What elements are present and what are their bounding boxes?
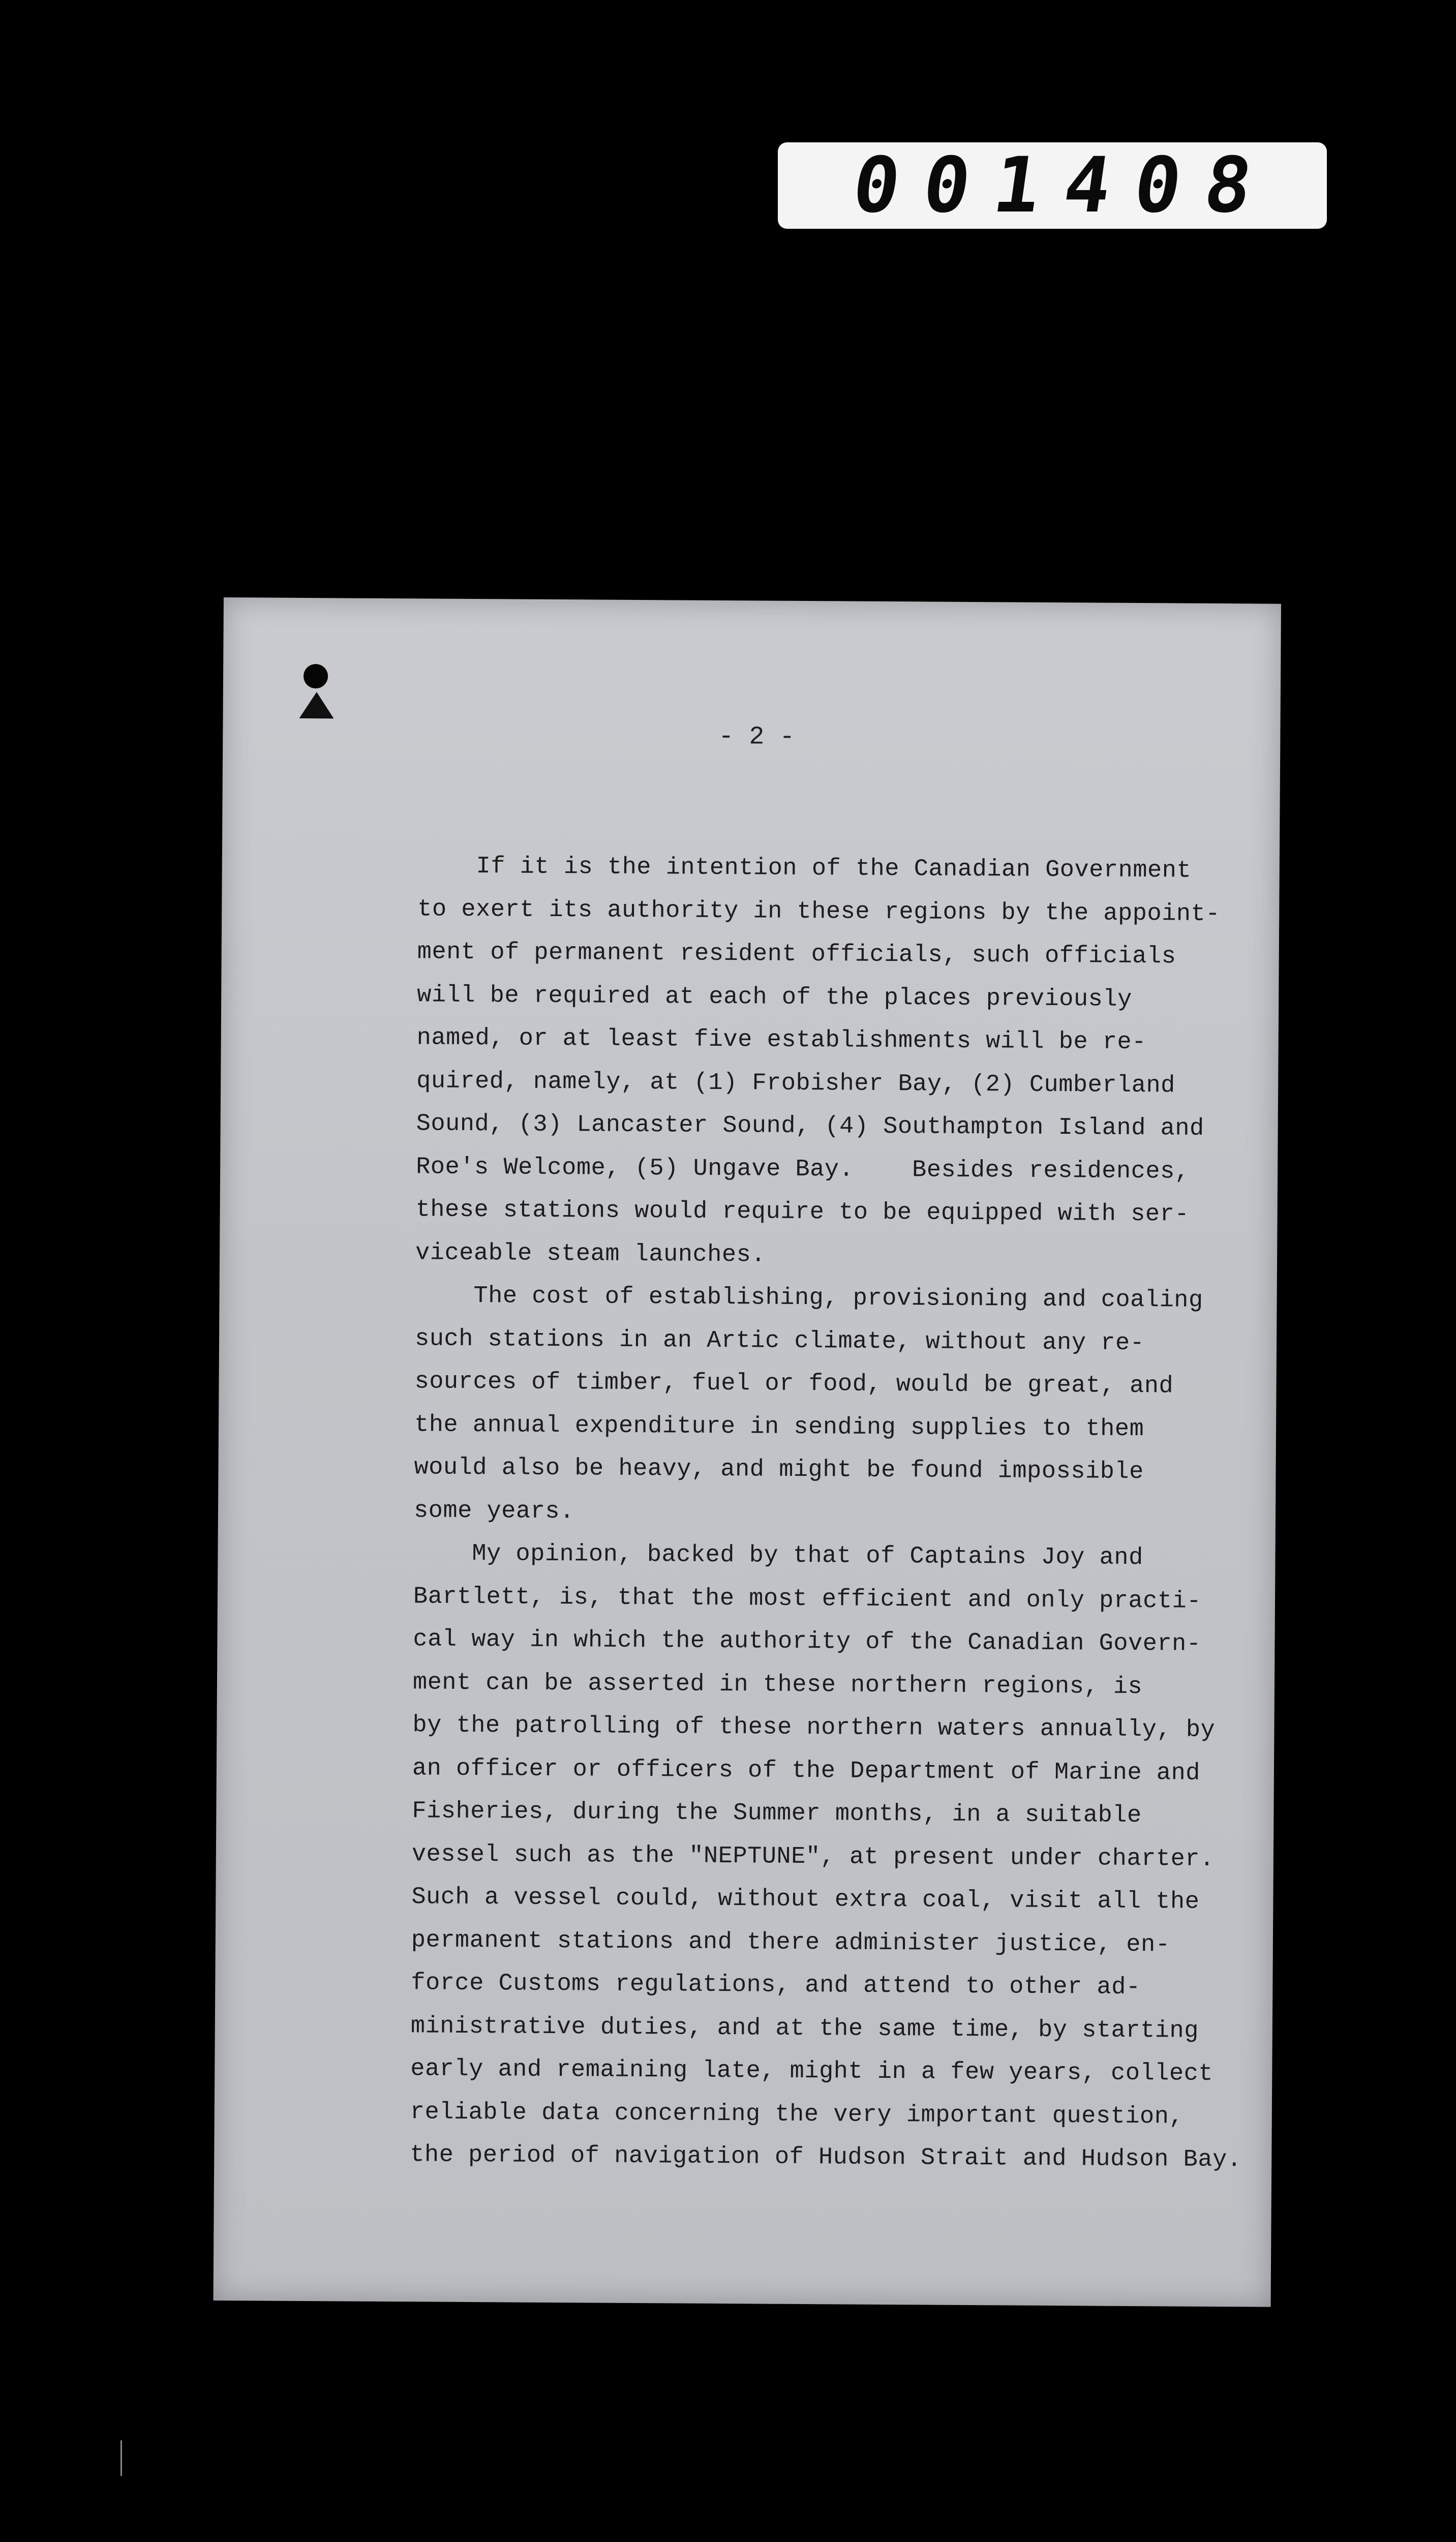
text-line: If it is the intention of the Canadian Government bbox=[417, 853, 1192, 885]
text-line: early and remaining late, might in a few years, collect bbox=[410, 2055, 1214, 2087]
text-line: the annual expenditure in sending supplies to them bbox=[414, 1411, 1144, 1443]
text-line: sources of timber, fuel or food, would be great, and bbox=[414, 1368, 1174, 1400]
text-line: cal way in which the authority of the Canadian Govern- bbox=[413, 1626, 1201, 1658]
text-line: will be required at each of the places previously bbox=[417, 981, 1132, 1013]
text-line: vessel such as the "NEPTUNE", at present under charter. bbox=[411, 1840, 1215, 1873]
punch-mark bbox=[299, 692, 334, 718]
text-line: the period of navigation of Hudson Strait and Hudson Bay. bbox=[410, 2141, 1242, 2174]
text-line: Sound, (3) Lancaster Sound, (4) Southampton Island and bbox=[416, 1110, 1204, 1142]
text-line: Roe's Welcome, (5) Ungave Bay. Besides residences, bbox=[416, 1153, 1190, 1186]
text-line: would also be heavy, and might be found impossible bbox=[414, 1454, 1144, 1486]
text-line: ment can be asserted in these northern regions, is bbox=[412, 1669, 1143, 1701]
text-line: My opinion, backed by that of Captains Joy and bbox=[413, 1540, 1143, 1572]
frame-number-label bbox=[778, 142, 1327, 229]
text-line: Bartlett, is, that the most efficient and only practi- bbox=[413, 1583, 1202, 1615]
text-line: such stations in an Artic climate, without any re- bbox=[414, 1325, 1145, 1357]
text-line: permanent stations and there administer justice, en- bbox=[411, 1926, 1170, 1958]
text-line: reliable data concerning the very important question, bbox=[410, 2098, 1184, 2131]
text-line: quired, namely, at (1) Frobisher Bay, (2) Cumberland bbox=[416, 1067, 1175, 1099]
text-line: ministrative duties, and at the same time, by starting bbox=[410, 2012, 1199, 2045]
text-line: to exert its authority in these regions by the appoint- bbox=[417, 895, 1221, 928]
text-line: an officer or officers of the Department of Marine and bbox=[412, 1754, 1201, 1787]
text-line: ment of permanent resident officials, such officials bbox=[417, 939, 1176, 971]
text-line: Fisheries, during the Summer months, in a suitable bbox=[412, 1798, 1142, 1830]
text-line: these stations would require to be equipped with ser- bbox=[415, 1196, 1190, 1228]
text-line: The cost of establishing, provisioning and coaling bbox=[415, 1282, 1203, 1314]
text-line: viceable steam launches. bbox=[415, 1239, 766, 1269]
text-line: by the patrolling of these northern waters annually, by bbox=[412, 1712, 1216, 1744]
film-mark bbox=[120, 2440, 122, 2476]
text-line: some years. bbox=[413, 1497, 574, 1525]
punch-hole bbox=[304, 664, 328, 688]
document-page bbox=[214, 597, 1281, 2307]
document-body bbox=[410, 845, 1272, 2182]
text-line: Such a vessel could, without extra coal, visit all the bbox=[411, 1884, 1200, 1916]
text-line: named, or at least five establishments will be re- bbox=[416, 1024, 1147, 1056]
text-line: force Customs regulations, and attend to other ad- bbox=[411, 1970, 1141, 2002]
frame-number: 001408 bbox=[847, 141, 1282, 230]
page-number: - 2 - bbox=[718, 722, 795, 752]
